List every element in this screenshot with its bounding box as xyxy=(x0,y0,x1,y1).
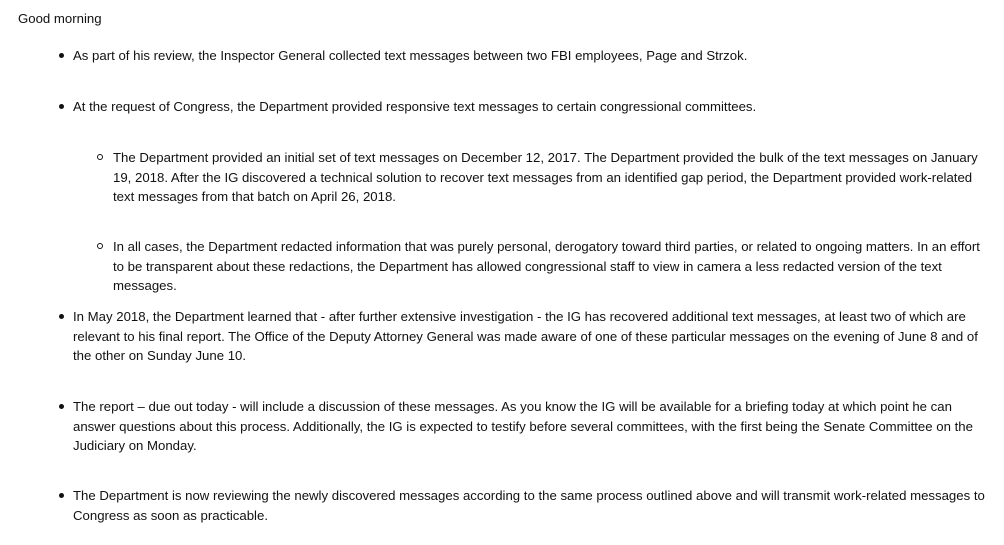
bullet-item-review-transmit: The Department is now reviewing the newly discovered messages according to the same process outlined above and will transmit work-related messages to Congress as soon as practicable. xyxy=(73,486,991,525)
sub-bullet-item-message-dates: The Department provided an initial set of text messages on December 12, 2017. The Department provided the bulk of the text messages on January 19, 2018. After the IG discovered a technical solution to recover text messages from an identified gap period, the Department provided work-related text messages from that batch on April 26, 2018. xyxy=(113,148,991,207)
sub-bullet-item-redactions: In all cases, the Department redacted information that was purely personal, derogatory toward third parties, or related to ongoing matters. In an effort to be transparent about these redactions, the Department has allowed congressional staff to view in camera a less redacted version of the text messages. xyxy=(113,237,991,296)
bullet-item-ig-review: As part of his review, the Inspector General collected text messages between two FBI employees, Page and Strzok. xyxy=(73,46,991,66)
bullet-item-report-briefing: The report – due out today - will include a discussion of these messages. As you know the IG will be available for a briefing today at which point he can answer questions about this process. Additionally, the IG is expected to testify before several committees, with the first being the Senate Committee on the Judiciary on Monday. xyxy=(73,397,991,456)
bullet-item-additional-messages: In May 2018, the Department learned that - after further extensive investigation - the IG has recovered additional text messages, at least two of which are relevant to his final report. The Office of the Deputy Attorney General was made aware of one of these particular messages on the evening of June 8 and of the other on Sunday June 10. xyxy=(73,307,991,366)
bullet-item-congress-request: At the request of Congress, the Department provided responsive text messages to certain congressional committees. xyxy=(73,97,991,117)
greeting-line: Good morning xyxy=(18,11,102,26)
